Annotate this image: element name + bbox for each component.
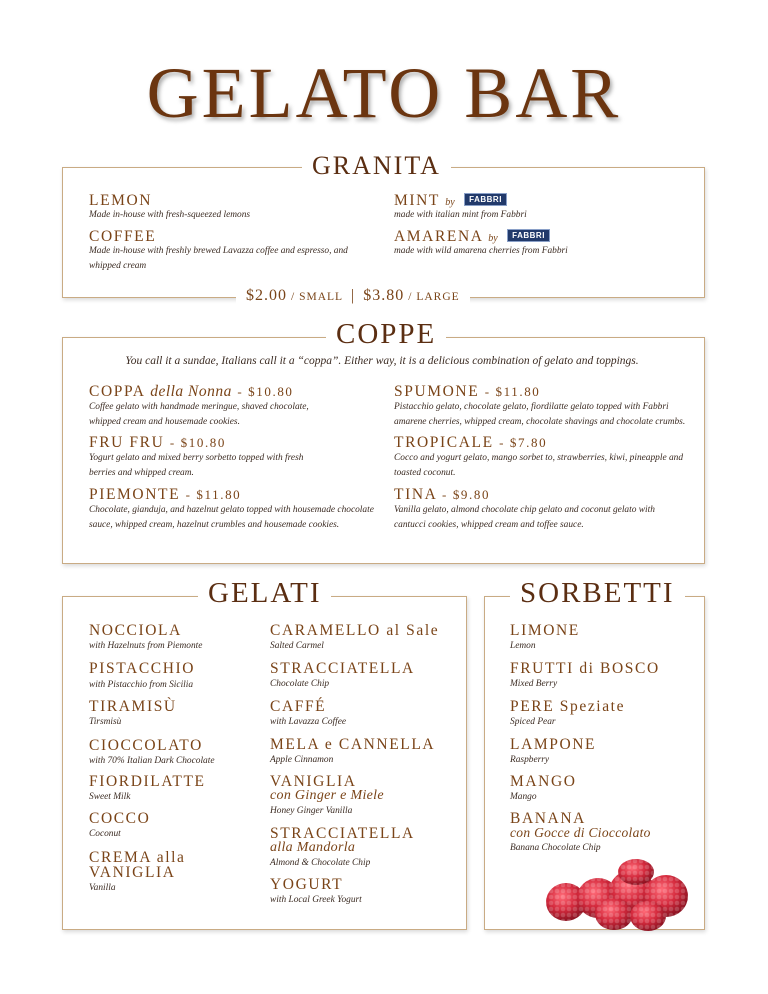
coppe-item-coppa-price: - $10.80 xyxy=(237,384,294,399)
coppe-item-frufru xyxy=(89,434,226,452)
fabbri-logo-icon: FABBRI xyxy=(464,193,507,206)
coppe-item-spumone-price: - $11.80 xyxy=(484,384,541,399)
gelati-stracciatella-mandorla: STRACCIATELLA xyxy=(270,825,415,842)
sorbetti-frutti-bosco-desc: Mixed Berry xyxy=(510,679,558,689)
granita-item-lemon-desc: Made in-house with fresh-squeezed lemons xyxy=(89,210,251,220)
gelati-fiordilatte-desc: Sweet Milk xyxy=(89,792,131,802)
coppe-item-tropicale xyxy=(394,434,547,452)
sorbetti-frutti-bosco: FRUTTI di BOSCO xyxy=(510,660,660,677)
coppe-item-tropicale-name: TROPICALE xyxy=(394,434,494,451)
gelati-nocciola: NOCCIOLA xyxy=(89,622,182,639)
coppe-item-coppa-name: COPPA xyxy=(89,383,145,400)
gelati-vaniglia-sub: con Ginger e Miele xyxy=(270,788,384,803)
gelati-cocco: COCCO xyxy=(89,810,151,827)
sorbetti-heading: SORBETTI xyxy=(510,577,685,610)
sorbetti-banana-desc: Banana Chocolate Chip xyxy=(510,843,601,853)
gelati-caffe-desc: with Lavazza Coffee xyxy=(270,717,347,727)
coppe-item-piemonte-desc: Chocolate, gianduja, and hazelnut gelato topped with housemade chocolate sauce, whipped cream, hazelnut crumbles and housemade cookies. xyxy=(89,505,374,530)
coppe-item-tropicale-price: - $7.80 xyxy=(499,435,548,450)
coppe-item-coppa xyxy=(89,383,294,401)
coppe-item-coppa-desc: Coffee gelato with handmade meringue, shaved chocolate, whipped cream and housemade cookies. xyxy=(89,402,309,427)
coppe-item-tina-price: - $9.80 xyxy=(442,487,491,502)
sorbetti-lampone-desc: Raspberry xyxy=(510,755,550,765)
coppe-item-frufru-price: - $10.80 xyxy=(169,435,227,450)
granita-item-mint-by: by xyxy=(445,197,455,208)
gelati-crema-vaniglia-desc: Vanilla xyxy=(89,883,116,893)
gelati-caramello-desc: Salted Carmel xyxy=(270,641,324,651)
granita-item-coffee: COFFEE xyxy=(89,228,157,245)
gelati-vaniglia-desc: Honey Ginger Vanilla xyxy=(270,806,353,816)
coppe-intro: You call it a sundae, Italians call it a “coppa”. Either way, it is a delicious combination of gelato and toppings. xyxy=(125,355,639,367)
granita-item-mint-name: MINT xyxy=(394,192,440,209)
sorbetti-lampone: LAMPONE xyxy=(510,736,597,753)
price-large-label: / LARGE xyxy=(408,291,460,303)
gelati-yogurt: YOGURT xyxy=(270,876,344,893)
coppe-item-spumone xyxy=(394,383,540,401)
coppe-item-tropicale-desc: Cocco and yogurt gelato, mango sorbet to, strawberries, kiwi, pineapple and toasted coconut. xyxy=(394,453,684,478)
price-small-label: / SMALL xyxy=(291,291,344,303)
sorbetti-pere-desc: Spiced Pear xyxy=(510,717,556,727)
coppe-item-tina xyxy=(394,486,490,504)
coppe-heading: COPPE xyxy=(326,318,446,351)
granita-item-amarena-desc: made with wild amarena cherries from Fabbri xyxy=(394,246,568,256)
sorbetti-mango-desc: Mango xyxy=(510,792,537,802)
granita-item-amarena-name: AMARENA xyxy=(394,228,483,245)
gelati-nocciola-desc: with Hazelnuts from Piemonte xyxy=(89,641,203,651)
page-title: GELATO BAR xyxy=(146,53,622,133)
gelati-mela-cannella-desc: Apple Cinnamon xyxy=(270,755,334,765)
gelati-crema-vaniglia: CREMA alla xyxy=(89,849,186,866)
gelati-cocco-desc: Coconut xyxy=(89,829,121,839)
coppe-item-piemonte-name: PIEMONTE xyxy=(89,486,181,503)
gelati-caffe: CAFFÉ xyxy=(270,698,327,715)
granita-item-amarena-by: by xyxy=(488,233,498,244)
gelati-heading: GELATI xyxy=(198,577,331,610)
coppe-item-spumone-name: SPUMONE xyxy=(394,383,480,400)
gelati-caramello: CARAMELLO al Sale xyxy=(270,622,440,639)
sorbetti-limone-desc: Lemon xyxy=(510,641,536,651)
granita-heading: GRANITA xyxy=(302,151,451,181)
coppe-item-frufru-desc: Yogurt gelato and mixed berry sorbetto topped with fresh berries and whipped cream. xyxy=(89,453,304,478)
fabbri-logo-icon: FABBRI xyxy=(507,229,550,242)
gelati-pistacchio: PISTACCHIO xyxy=(89,660,196,677)
gelati-tiramisu: TIRAMISÙ xyxy=(89,698,177,715)
gelati-tiramisu-desc: Tirsmisù xyxy=(89,717,122,727)
granita-item-mint-desc: made with italian mint from Fabbri xyxy=(394,210,527,220)
gelati-stracciatella: STRACCIATELLA xyxy=(270,660,415,677)
raspberry-group xyxy=(546,859,688,931)
price-small: $2.00 xyxy=(246,287,287,304)
gelati-mela-cannella: MELA e CANNELLA xyxy=(270,736,436,753)
granita-price-bar xyxy=(236,287,470,305)
price-separator: | xyxy=(351,287,356,304)
sorbetti-pere: PERE Speziate xyxy=(510,698,626,715)
gelati-stracciatella-mandorla-sub: alla Mandorla xyxy=(270,840,356,855)
gelati-vaniglia: VANIGLIA xyxy=(270,773,357,790)
sorbetti-banana-sub: con Gocce di Cioccolato xyxy=(510,825,651,840)
coppe-item-tina-name: TINA xyxy=(394,486,437,503)
coppe-item-tina-desc: Vanilla gelato, almond chocolate chip gelato and coconut gelato with cantucci cookies, whipped cream and toffee sauce. xyxy=(394,505,655,530)
coppe-item-piemonte xyxy=(89,486,241,504)
granita-section xyxy=(62,167,705,298)
sorbetti-limone: LIMONE xyxy=(510,622,580,639)
raspberries-icon xyxy=(536,858,696,932)
coppe-item-coppa-italic: della Nonna xyxy=(150,383,232,400)
gelati-yogurt-desc: with Local Greek Yogurt xyxy=(270,895,362,905)
sorbetti-banana: BANANA xyxy=(510,810,586,827)
gelati-fiordilatte: FIORDILATTE xyxy=(89,773,206,790)
granita-item-coffee-desc: Made in-house with freshly brewed Lavazza coffee and espresso, and whipped cream xyxy=(89,246,348,271)
gelati-stracciatella-desc: Chocolate Chip xyxy=(270,679,330,689)
price-large: $3.80 xyxy=(363,287,405,304)
gelati-pistacchio-desc: with Pistacchio from Sicilia xyxy=(89,680,194,690)
gelati-cioccolato: CIOCCOLATO xyxy=(89,737,203,754)
gelati-cioccolato-desc: with 70% Italian Dark Chocolate xyxy=(89,756,215,766)
coppe-item-spumone-desc: Pistacchio gelato, chocolate gelato, fiordilatte gelato topped with Fabbri amarene cherries, whipped cream, chocolate shavings and chocolate crumbs. xyxy=(394,402,686,427)
granita-item-lemon: LEMON xyxy=(89,192,153,209)
coppe-item-piemonte-price: - $11.80 xyxy=(185,487,242,502)
sorbetti-mango: MANGO xyxy=(510,773,577,790)
gelati-crema-vaniglia-line2: VANIGLIA xyxy=(89,864,176,881)
coppe-item-frufru-name: FRU FRU xyxy=(89,434,165,451)
gelati-stracciatella-mandorla-desc: Almond & Chocolate Chip xyxy=(270,858,371,868)
